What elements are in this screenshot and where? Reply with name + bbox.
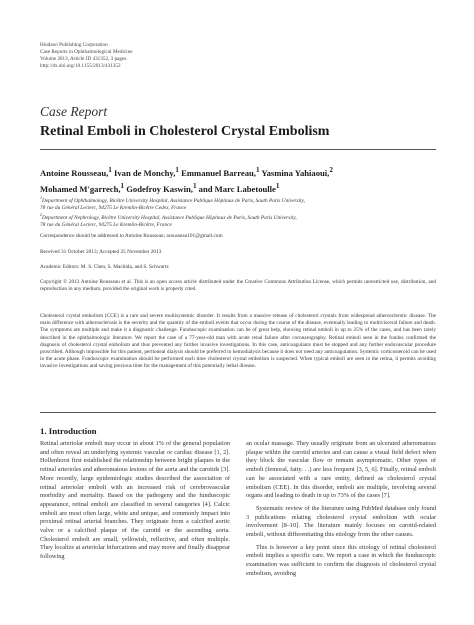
- author-name: Antoine Rousseau,: [40, 167, 109, 178]
- body-paragraph: an ocular massage. They usually originate from an ulcerated atheromatous plaque within the carotid arteries and can cause a visual field defect when they block the vascular flow or remain asymptomatic. Other types of emboli (femoral, fatty. . .) are less frequent [3, 5, 6]. Finally, retinal emboli can be associated with a rare entity, defined as cholesterol crystal embolism (CEE). In this disorder, emboli are multiple, involving several organs and leading to death in up to 73% of the cases [7].: [246, 440, 436, 500]
- affiliation-line: 78 rue du Général Leclerc, 94275 Le Kremlin-Bicêtre Cedex, France: [40, 204, 187, 211]
- author-name: Ivan de Monchy,: [114, 167, 176, 178]
- author-name: Yasmina Yahiaoui,: [261, 167, 330, 178]
- author-affil-num: 1: [275, 181, 280, 190]
- author-affil-num: 1: [108, 166, 112, 174]
- abstract: Cholesterol crystal embolism (CCE) is a rare and severe multisystemic disorder. It results from a massive release of cholesterol crystals from widespread atherosclerotic disease. The main difference with atherosclerosis is the severity and the quantity of the emboli events that occur during the course of the disease, eventually leading to multivisceral failure and death. The symptoms are multiple and make it a diagnostic challenge. Funduscopic examination can be of great help, showing retinal emboli in up to 25% of the cases, and has been rarely described in the ophthalmologic literature. We report the case of a 77-year-old man with acute renal failure after coronarography. Retinal emboli seen in the fundus confirmed the diagnosis of cholesterol crystal embolism and thus prevented any further invasive investigations. In this case, anticoagulants must be stopped and any further endovascular procedure proscribed. Although impossible for this patient, peritoneal dialysis should be preferred to hemodialysis because it does not need any anticoagulation. Systemic corticosteroid can be used in the acute phase. Funduscopic examination should be performed each time cholesterol crystal embolism is suspected. When typical emboli are seen in the retina, it permits avoiding invasive investigations and saving precious time for the management of this potentially lethal disease.: [40, 313, 436, 370]
- volume-info: Volume 2013, Article ID 431352, 3 pages: [40, 56, 127, 62]
- abstract-divider: [40, 412, 436, 413]
- copyright-notice: Copyright © 2013 Antoine Rousseau et al. This is an open access article distributed under the Creative Commons Attribution License, which permits unrestricted use, distribution, and reproduction in any medium, provided the original work is properly cited.: [40, 279, 436, 293]
- author-affil-num: 1: [192, 181, 197, 190]
- body-paragraph: This is however a key point since this etiology of retinal cholesterol emboli implies a specific care. We report a case in which the funduscopic examination was sufficient to confirm the diagnosis of cholesterol crystal embolism, avoiding: [246, 543, 436, 577]
- section-heading: 1. Introduction: [40, 426, 97, 436]
- left-column: [40, 440, 230, 562]
- affiliation-2: [40, 211, 436, 229]
- affiliation-1: [40, 194, 436, 212]
- journal-header: [40, 42, 133, 70]
- author-name: and Marc Labetoulle: [198, 183, 276, 194]
- author-name: Mohamed M'garrech,: [40, 183, 121, 194]
- author-name: Emmanuel Barreau,: [181, 167, 256, 178]
- publisher-name: Hindawi Publishing Corporation: [40, 42, 108, 48]
- dates-line: Received 31 October 2013; Accepted 25 November 2013: [40, 249, 162, 255]
- article-title: Retinal Emboli in Cholesterol Crystal Embolism: [40, 124, 330, 139]
- affiliation-num: 2: [40, 212, 42, 217]
- editors-line: Academic Editors: M. S. Chen, S. Machida, and S. Schwartz: [40, 264, 169, 270]
- journal-name: Case Reports in Ophthalmological Medicine: [40, 49, 133, 55]
- affiliation-line: Department of Nephrology, Bicêtre University Hospital, Assistance Publique Hôpitaux de Paris, South Paris University,: [42, 214, 297, 221]
- author-affil-num: 1: [120, 181, 125, 190]
- author-affil-num: 1: [255, 166, 260, 174]
- article-type: Case Report: [40, 104, 108, 119]
- title-divider: [40, 149, 436, 150]
- body-paragraph: Retinal arteriolar emboli may occur in about 1% of the general population and often reveal an underlying systemic vascular or cardiac disease [1, 2]. Hollenhorst first established the relationship between bright plaques in the retinal arterioles and atheromatous lesions of the aorta and the carotids [3]. More recently, large epidemiologic studies described the association of retinal arteriolar emboli with an increased risk of cerebrovascular morbidity and mortality. Based on the pathogeny and the funduscopic appearance, retinal emboli are classified in several categories [4]. Calcic emboli are most often large, white and unique, and commonly impact into proximal retinal arterial branches. They originate from a calcified aortic valve or a calcified plaque of the carotid or the ascending aorta. Cholesterol emboli are small, yellowish, reflective, and often multiple. They localize at arteriolar bifurcations and may move and finally disappear following: [40, 440, 230, 561]
- author-affil-num: 1: [175, 166, 179, 174]
- author-affil-num: 2: [329, 166, 333, 174]
- doi-link[interactable]: http://dx.doi.org/10.1155/2013/431352: [40, 63, 121, 69]
- author-list: [40, 164, 436, 196]
- body-paragraph: Systematic review of the literature using PubMed database only found 3 publications relating cholesterol crystal embolism with ocular involvement [8–10]. The literature mainly focuses on carotid-related emboli, without differentiating this etiology from the other causes.: [246, 504, 436, 539]
- affiliation-line: 78 rue du Général Leclerc, 94275 Le Kremlin-Bicêtre, France: [40, 221, 172, 228]
- author-name: Godefroy Kaswin,: [126, 183, 193, 194]
- correspondence-line: Correspondence should be addressed to Antoine Rousseau; arousseau101@gmail.com: [40, 233, 223, 239]
- right-column: [246, 440, 436, 579]
- affiliation-line: Department of Ophthalmology, Bicêtre University Hospital, Assistance Publique Hôpitaux de Paris, South Paris University,: [42, 197, 305, 204]
- affiliation-num: 1: [40, 195, 42, 200]
